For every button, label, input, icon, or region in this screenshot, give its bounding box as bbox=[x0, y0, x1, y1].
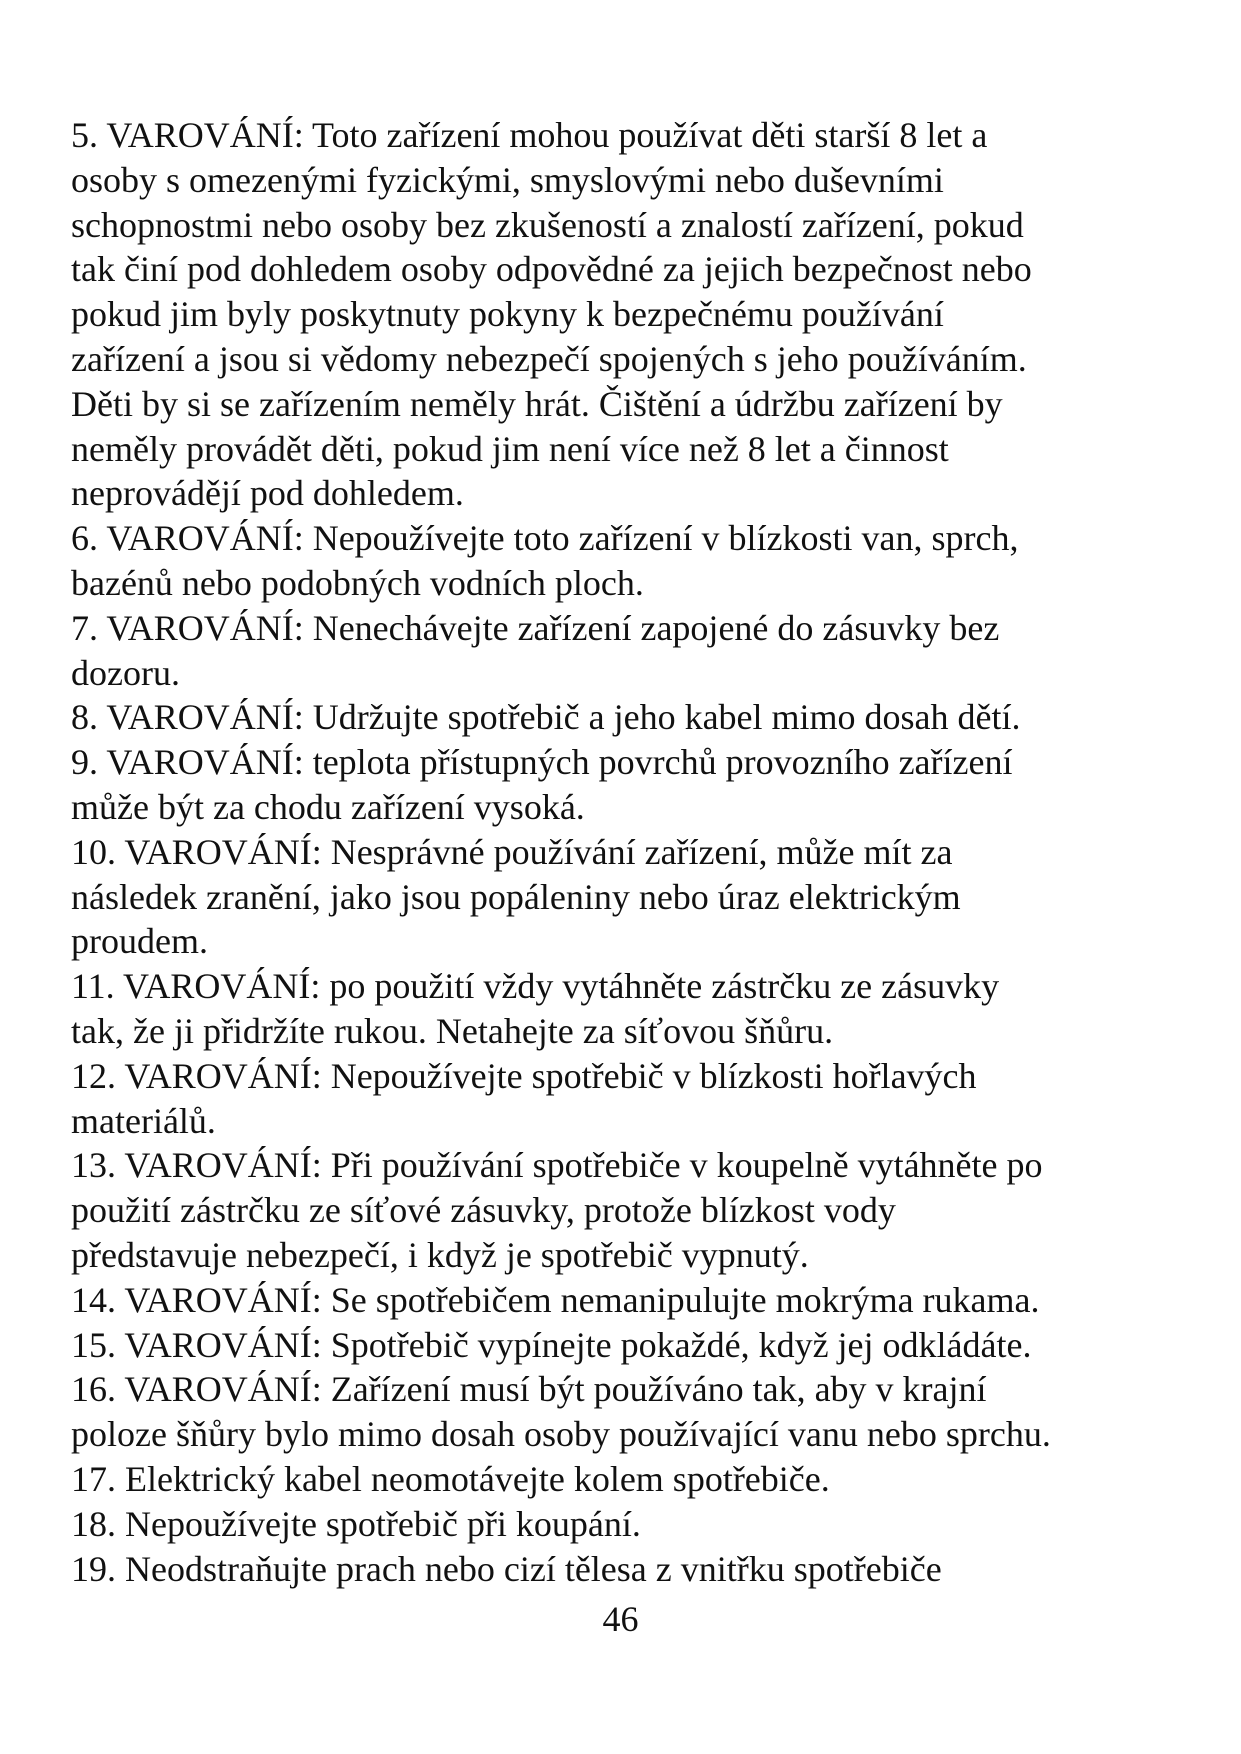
text-line: může být za chodu zařízení vysoká. bbox=[71, 786, 585, 827]
text-line: 10. VAROVÁNÍ: Nesprávné používání zařízení, může mít za bbox=[71, 831, 953, 872]
text-line: materiálů. bbox=[71, 1100, 216, 1141]
text-line: 11. VAROVÁNÍ: po použití vždy vytáhněte zástrčku ze zásuvky bbox=[71, 966, 1000, 1007]
warnings-text bbox=[71, 113, 1151, 1591]
text-line: použití zástrčku ze síťové zásuvky, protože blízkost vody bbox=[71, 1190, 896, 1231]
text-line: pokud jim byly poskytnuty pokyny k bezpečnému používání bbox=[71, 294, 944, 335]
text-line: 8. VAROVÁNÍ: Udržujte spotřebič a jeho kabel mimo dosah dětí. bbox=[71, 697, 1021, 738]
text-line: neměly provádět děti, pokud jim není více než 8 let a činnost bbox=[71, 428, 949, 469]
text-line: osoby s omezenými fyzickými, smyslovými nebo duševními bbox=[71, 159, 944, 200]
text-line: 19. Neodstraňujte prach nebo cizí tělesa z vnitřku spotřebiče bbox=[71, 1548, 942, 1589]
text-line: schopnostmi nebo osoby bez zkušeností a znalostí zařízení, pokud bbox=[71, 204, 1024, 245]
text-line: Děti by si se zařízením neměly hrát. Čištění a údržbu zařízení by bbox=[71, 383, 1003, 424]
text-line: 5. VAROVÁNÍ: Toto zařízení mohou používat děti starší 8 let a bbox=[71, 115, 988, 155]
text-line: 18. Nepoužívejte spotřebič při koupání. bbox=[71, 1503, 641, 1544]
text-line: proudem. bbox=[71, 921, 208, 962]
text-line: 13. VAROVÁNÍ: Při používání spotřebiče v koupelně vytáhněte po bbox=[71, 1145, 1043, 1186]
page-number: 46 bbox=[602, 1599, 639, 1639]
text-line: 14. VAROVÁNÍ: Se spotřebičem nemanipulujte mokrýma rukama. bbox=[71, 1279, 1040, 1320]
text-line: bazénů nebo podobných vodních ploch. bbox=[71, 562, 644, 603]
text-line: 9. VAROVÁNÍ: teplota přístupných povrchů provozního zařízení bbox=[71, 742, 1013, 783]
text-line: tak, že ji přidržíte rukou. Netahejte za síťovou šňůru. bbox=[71, 1010, 834, 1051]
text-line: 12. VAROVÁNÍ: Nepoužívejte spotřebič v blízkosti hořlavých bbox=[71, 1055, 977, 1096]
text-line: 17. Elektrický kabel neomotávejte kolem spotřebiče. bbox=[71, 1458, 830, 1499]
text-line: dozoru. bbox=[71, 652, 180, 693]
text-line: tak činí pod dohledem osoby odpovědné za jejich bezpečnost nebo bbox=[71, 249, 1032, 290]
text-line: následek zranění, jako jsou popáleniny nebo úraz elektrickým bbox=[71, 876, 961, 917]
text-line: 16. VAROVÁNÍ: Zařízení musí být používáno tak, aby v krajní bbox=[71, 1369, 987, 1410]
text-line: zařízení a jsou si vědomy nebezpečí spojených s jeho používáním. bbox=[71, 338, 1027, 379]
text-line: 6. VAROVÁNÍ: Nepoužívejte toto zařízení v blízkosti van, sprch, bbox=[71, 518, 1019, 559]
text-line: 7. VAROVÁNÍ: Nenechávejte zařízení zapojené do zásuvky bez bbox=[71, 607, 1000, 648]
text-line: neprovádějí pod dohledem. bbox=[71, 473, 464, 514]
text-line: představuje nebezpečí, i když je spotřebič vypnutý. bbox=[71, 1234, 809, 1275]
text-line: 15. VAROVÁNÍ: Spotřebič vypínejte pokaždé, když jej odkládáte. bbox=[71, 1324, 1032, 1365]
text-line: poloze šňůry bylo mimo dosah osoby používající vanu nebo sprchu. bbox=[71, 1414, 1051, 1455]
